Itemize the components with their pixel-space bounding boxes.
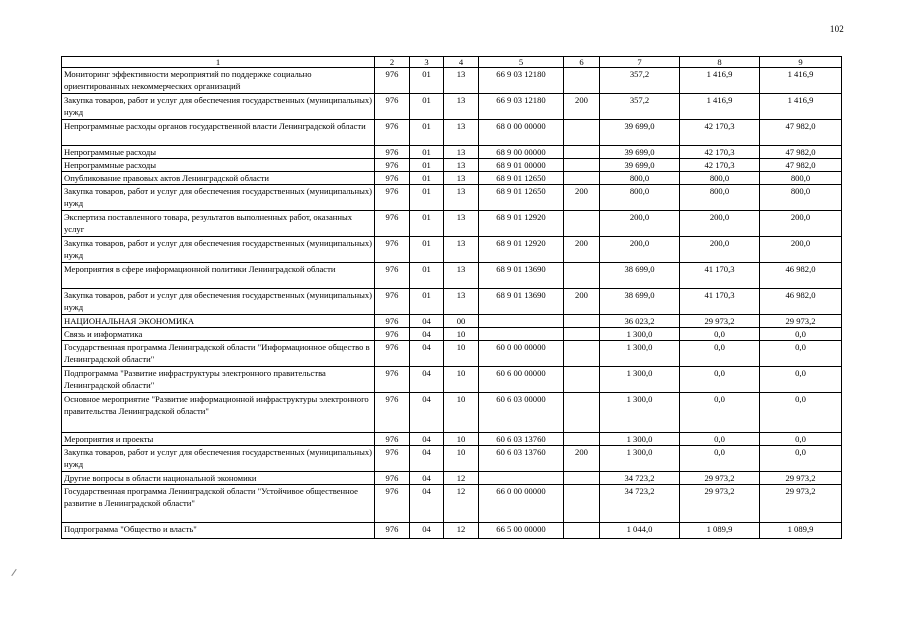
row-value-cell: 1 300,0: [600, 446, 680, 472]
row-value-cell: 29 973,2: [680, 485, 760, 523]
row-value-cell: 68 0 00 00000: [479, 120, 564, 146]
table-row: [62, 446, 842, 472]
row-value-cell: 01: [410, 289, 444, 315]
table-row: [62, 68, 842, 94]
row-value-cell: 1 044,0: [600, 523, 680, 539]
row-value-cell: 68 9 01 00000: [479, 159, 564, 172]
row-value-cell: 200: [564, 94, 600, 120]
table-row: [62, 367, 842, 393]
row-value-cell: [564, 315, 600, 328]
row-name-cell: Непрограммные расходы органов государственной власти Ленинградской области: [62, 120, 375, 146]
row-value-cell: 976: [375, 172, 410, 185]
row-value-cell: 01: [410, 237, 444, 263]
row-value-cell: 04: [410, 315, 444, 328]
table-row: [62, 472, 842, 485]
row-value-cell: 800,0: [600, 172, 680, 185]
row-value-cell: 01: [410, 172, 444, 185]
row-value-cell: 976: [375, 237, 410, 263]
row-value-cell: 29 973,2: [760, 485, 842, 523]
row-value-cell: 200,0: [760, 237, 842, 263]
row-value-cell: 12: [444, 523, 479, 539]
row-value-cell: 1 416,9: [760, 94, 842, 120]
column-header: 9: [760, 57, 842, 68]
row-value-cell: 34 723,2: [600, 485, 680, 523]
row-value-cell: [564, 211, 600, 237]
row-value-cell: 0,0: [680, 393, 760, 433]
row-value-cell: 42 170,3: [680, 146, 760, 159]
row-name-cell: Подпрограмма "Общество и власть": [62, 523, 375, 539]
table-row: [62, 237, 842, 263]
row-value-cell: 976: [375, 485, 410, 523]
budget-table: [61, 56, 842, 539]
table-row: [62, 172, 842, 185]
row-value-cell: 13: [444, 159, 479, 172]
row-value-cell: 800,0: [600, 185, 680, 211]
row-value-cell: 39 699,0: [600, 146, 680, 159]
row-name-cell: Закупка товаров, работ и услуг для обеспечения государственных (муниципальных) нужд: [62, 237, 375, 263]
row-value-cell: 68 9 01 12920: [479, 237, 564, 263]
row-value-cell: 04: [410, 367, 444, 393]
row-value-cell: [564, 341, 600, 367]
column-header: 1: [62, 57, 375, 68]
row-value-cell: 200: [564, 446, 600, 472]
row-value-cell: 10: [444, 341, 479, 367]
row-value-cell: [564, 159, 600, 172]
column-header: 7: [600, 57, 680, 68]
row-value-cell: 0,0: [680, 433, 760, 446]
row-value-cell: 800,0: [680, 172, 760, 185]
row-name-cell: Экспертиза поставленного товара, результатов выполненных работ, оказанных услуг: [62, 211, 375, 237]
row-value-cell: [564, 263, 600, 289]
row-value-cell: 13: [444, 263, 479, 289]
row-value-cell: 200: [564, 289, 600, 315]
row-value-cell: 41 170,3: [680, 263, 760, 289]
row-value-cell: 42 170,3: [680, 159, 760, 172]
row-value-cell: 01: [410, 94, 444, 120]
table-header-row: [62, 57, 842, 68]
table-row: [62, 433, 842, 446]
table-row: [62, 146, 842, 159]
row-value-cell: 0,0: [760, 393, 842, 433]
row-name-cell: Опубликование правовых актов Ленинградской области: [62, 172, 375, 185]
row-value-cell: 1 416,9: [680, 94, 760, 120]
row-value-cell: 976: [375, 341, 410, 367]
column-header: 6: [564, 57, 600, 68]
table-row: [62, 185, 842, 211]
table-row: [62, 523, 842, 539]
row-value-cell: 0,0: [680, 341, 760, 367]
row-value-cell: [564, 68, 600, 94]
row-value-cell: 200,0: [600, 211, 680, 237]
row-value-cell: 68 9 00 00000: [479, 146, 564, 159]
column-header: 8: [680, 57, 760, 68]
row-value-cell: 10: [444, 328, 479, 341]
row-value-cell: 1 300,0: [600, 328, 680, 341]
row-value-cell: [479, 472, 564, 485]
row-value-cell: 01: [410, 120, 444, 146]
row-value-cell: 1 089,9: [760, 523, 842, 539]
row-value-cell: 200,0: [680, 211, 760, 237]
column-header: 4: [444, 57, 479, 68]
row-value-cell: 0,0: [760, 367, 842, 393]
row-value-cell: 04: [410, 328, 444, 341]
row-value-cell: 60 6 03 13760: [479, 446, 564, 472]
table-row: [62, 120, 842, 146]
row-value-cell: 976: [375, 185, 410, 211]
row-value-cell: [564, 433, 600, 446]
row-value-cell: 60 6 03 00000: [479, 393, 564, 433]
row-name-cell: НАЦИОНАЛЬНАЯ ЭКОНОМИКА: [62, 315, 375, 328]
row-value-cell: 10: [444, 393, 479, 433]
row-value-cell: 976: [375, 68, 410, 94]
table-row: [62, 263, 842, 289]
row-value-cell: [564, 523, 600, 539]
row-value-cell: 976: [375, 211, 410, 237]
row-value-cell: 04: [410, 341, 444, 367]
row-value-cell: 976: [375, 472, 410, 485]
row-value-cell: 976: [375, 315, 410, 328]
row-name-cell: Подпрограмма "Развитие инфраструктуры электронного правительства Ленинградской области": [62, 367, 375, 393]
row-value-cell: 13: [444, 237, 479, 263]
row-value-cell: 200,0: [600, 237, 680, 263]
row-value-cell: 01: [410, 159, 444, 172]
table-row: [62, 211, 842, 237]
table-row: [62, 393, 842, 433]
row-value-cell: 200: [564, 237, 600, 263]
row-value-cell: 00: [444, 315, 479, 328]
row-value-cell: 68 9 01 13690: [479, 289, 564, 315]
row-value-cell: 800,0: [680, 185, 760, 211]
row-value-cell: 60 6 00 00000: [479, 367, 564, 393]
row-value-cell: 04: [410, 446, 444, 472]
row-value-cell: 38 699,0: [600, 289, 680, 315]
row-name-cell: Мероприятия в сфере информационной политики Ленинградской области: [62, 263, 375, 289]
row-value-cell: 10: [444, 433, 479, 446]
row-value-cell: 10: [444, 367, 479, 393]
row-value-cell: 1 416,9: [680, 68, 760, 94]
row-value-cell: 0,0: [760, 433, 842, 446]
row-value-cell: 01: [410, 263, 444, 289]
row-value-cell: 39 699,0: [600, 159, 680, 172]
row-value-cell: 1 300,0: [600, 433, 680, 446]
row-value-cell: 12: [444, 472, 479, 485]
row-value-cell: 976: [375, 120, 410, 146]
column-header: 2: [375, 57, 410, 68]
row-name-cell: Другие вопросы в области национальной экономики: [62, 472, 375, 485]
row-value-cell: 46 982,0: [760, 263, 842, 289]
row-value-cell: 01: [410, 211, 444, 237]
row-value-cell: 60 0 00 00000: [479, 341, 564, 367]
row-value-cell: 200,0: [760, 211, 842, 237]
row-value-cell: 04: [410, 523, 444, 539]
row-value-cell: 04: [410, 433, 444, 446]
row-value-cell: 1 300,0: [600, 393, 680, 433]
row-value-cell: [564, 485, 600, 523]
column-header: 3: [410, 57, 444, 68]
row-value-cell: 38 699,0: [600, 263, 680, 289]
row-value-cell: 976: [375, 367, 410, 393]
row-value-cell: 1 089,9: [680, 523, 760, 539]
row-value-cell: 13: [444, 120, 479, 146]
row-value-cell: [479, 315, 564, 328]
table-row: [62, 289, 842, 315]
row-value-cell: 01: [410, 146, 444, 159]
row-value-cell: 800,0: [760, 172, 842, 185]
column-header: 5: [479, 57, 564, 68]
row-name-cell: Закупка товаров, работ и услуг для обеспечения государственных (муниципальных) нужд: [62, 289, 375, 315]
row-value-cell: 34 723,2: [600, 472, 680, 485]
row-value-cell: 29 973,2: [760, 315, 842, 328]
row-value-cell: 10: [444, 446, 479, 472]
table-row: [62, 94, 842, 120]
row-value-cell: 200: [564, 185, 600, 211]
row-name-cell: Непрограммные расходы: [62, 146, 375, 159]
row-value-cell: 976: [375, 159, 410, 172]
row-value-cell: 13: [444, 172, 479, 185]
row-value-cell: 0,0: [760, 341, 842, 367]
row-value-cell: 0,0: [760, 328, 842, 341]
row-value-cell: 68 9 01 12920: [479, 211, 564, 237]
row-value-cell: 1 300,0: [600, 341, 680, 367]
row-value-cell: [564, 172, 600, 185]
page-number: 102: [829, 24, 844, 34]
row-name-cell: Непрограммные расходы: [62, 159, 375, 172]
row-name-cell: Государственная программа Ленинградской области "Информационное общество в Ленинградской области": [62, 341, 375, 367]
row-value-cell: 13: [444, 68, 479, 94]
table-row: [62, 485, 842, 523]
row-value-cell: [564, 328, 600, 341]
table-row: [62, 315, 842, 328]
row-value-cell: 01: [410, 185, 444, 211]
row-value-cell: 976: [375, 263, 410, 289]
row-value-cell: 0,0: [680, 328, 760, 341]
row-name-cell: Закупка товаров, работ и услуг для обеспечения государственных (муниципальных) нужд: [62, 94, 375, 120]
row-value-cell: 29 973,2: [680, 315, 760, 328]
row-value-cell: [479, 328, 564, 341]
row-name-cell: Закупка товаров, работ и услуг для обеспечения государственных (муниципальных) нужд: [62, 446, 375, 472]
row-value-cell: 13: [444, 185, 479, 211]
row-value-cell: 68 9 01 12650: [479, 185, 564, 211]
row-value-cell: 1 416,9: [760, 68, 842, 94]
row-value-cell: 04: [410, 472, 444, 485]
row-value-cell: 47 982,0: [760, 120, 842, 146]
row-value-cell: 66 9 03 12180: [479, 68, 564, 94]
row-value-cell: 357,2: [600, 94, 680, 120]
row-value-cell: 66 9 03 12180: [479, 94, 564, 120]
table-row: [62, 328, 842, 341]
row-value-cell: 42 170,3: [680, 120, 760, 146]
row-value-cell: 68 9 01 13690: [479, 263, 564, 289]
row-value-cell: 04: [410, 485, 444, 523]
row-name-cell: Государственная программа Ленинградской области "Устойчивое общественное развитие в Ленинградской области": [62, 485, 375, 523]
row-name-cell: Связь и информатика: [62, 328, 375, 341]
row-value-cell: 41 170,3: [680, 289, 760, 315]
row-value-cell: 200,0: [680, 237, 760, 263]
row-value-cell: 976: [375, 393, 410, 433]
row-value-cell: 29 973,2: [680, 472, 760, 485]
row-value-cell: 39 699,0: [600, 120, 680, 146]
row-value-cell: 800,0: [760, 185, 842, 211]
row-name-cell: Закупка товаров, работ и услуг для обеспечения государственных (муниципальных) нужд: [62, 185, 375, 211]
row-value-cell: [564, 472, 600, 485]
table-row: [62, 159, 842, 172]
row-value-cell: 13: [444, 289, 479, 315]
row-name-cell: Мониторинг эффективности мероприятий по поддержке социально ориентированных некоммерческих организаций: [62, 68, 375, 94]
row-value-cell: [564, 393, 600, 433]
row-name-cell: Мероприятия и проекты: [62, 433, 375, 446]
row-value-cell: 13: [444, 94, 479, 120]
row-value-cell: 0,0: [680, 446, 760, 472]
row-value-cell: 47 982,0: [760, 146, 842, 159]
row-value-cell: 47 982,0: [760, 159, 842, 172]
row-value-cell: 976: [375, 289, 410, 315]
row-value-cell: 66 5 00 00000: [479, 523, 564, 539]
row-value-cell: 976: [375, 446, 410, 472]
row-value-cell: 976: [375, 146, 410, 159]
row-value-cell: 01: [410, 68, 444, 94]
row-value-cell: [564, 367, 600, 393]
row-value-cell: [564, 146, 600, 159]
row-value-cell: 46 982,0: [760, 289, 842, 315]
row-value-cell: [564, 120, 600, 146]
row-value-cell: 357,2: [600, 68, 680, 94]
row-value-cell: 29 973,2: [760, 472, 842, 485]
row-value-cell: 66 0 00 00000: [479, 485, 564, 523]
row-value-cell: 976: [375, 523, 410, 539]
row-value-cell: 36 023,2: [600, 315, 680, 328]
row-value-cell: 0,0: [760, 446, 842, 472]
row-value-cell: 1 300,0: [600, 367, 680, 393]
row-value-cell: 13: [444, 211, 479, 237]
row-value-cell: 976: [375, 433, 410, 446]
row-value-cell: 60 6 03 13760: [479, 433, 564, 446]
table-row: [62, 341, 842, 367]
row-value-cell: 68 9 01 12650: [479, 172, 564, 185]
row-value-cell: 976: [375, 328, 410, 341]
row-value-cell: 13: [444, 146, 479, 159]
row-value-cell: 12: [444, 485, 479, 523]
row-value-cell: 0,0: [680, 367, 760, 393]
row-name-cell: Основное мероприятие "Развитие информационной инфраструктуры электронного правительства Ленинградской области": [62, 393, 375, 433]
margin-mark: [11, 569, 16, 576]
row-value-cell: 976: [375, 94, 410, 120]
row-value-cell: 04: [410, 393, 444, 433]
